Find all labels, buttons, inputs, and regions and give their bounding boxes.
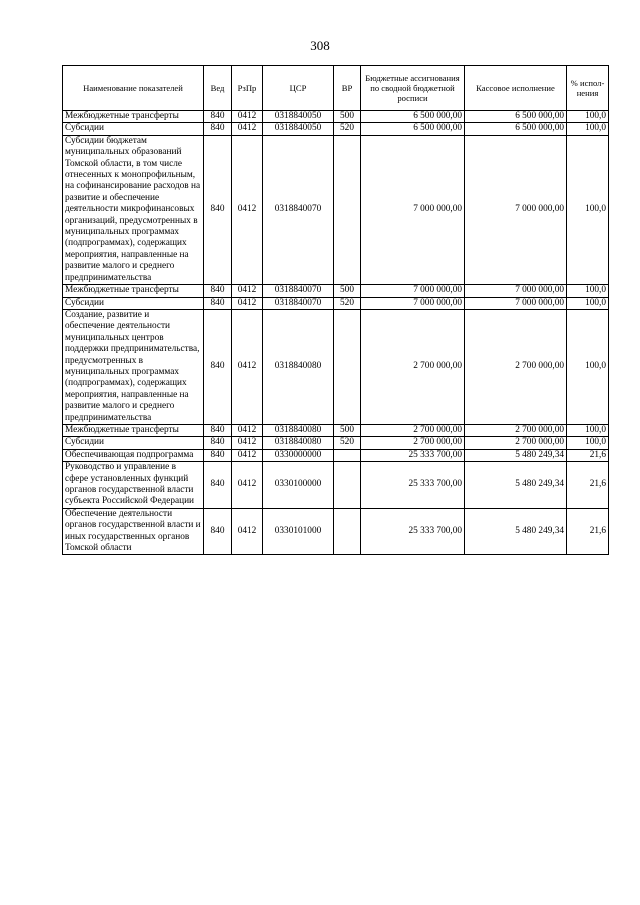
header-row: [63, 66, 609, 111]
row-name: Создание, развитие и обеспечение деятельности муниципальных центров поддержки предпринимательства, предусмотренных в муниципальных программах (подпрограммах), содержащих мероприятия, направленные на развитие малого и среднего предпринимательства: [63, 309, 204, 424]
row-rzpr: 0412: [232, 123, 263, 135]
row-execution-percent: 100,0: [567, 135, 609, 284]
row-vr: 520: [334, 297, 361, 309]
row-execution-percent: 100,0: [567, 424, 609, 436]
row-csr: 0318840080: [263, 309, 334, 424]
header-budget-assignments: Бюджетные ассигнования по сводной бюджетной росписи: [361, 66, 465, 111]
row-cash-execution: 6 500 000,00: [465, 123, 567, 135]
header-indicator-name: Наименование показателей: [63, 66, 204, 111]
page-number: 308: [310, 38, 330, 53]
row-rzpr: 0412: [232, 462, 263, 509]
header-csr: ЦСР: [263, 66, 334, 111]
row-csr: 0318840050: [263, 111, 334, 123]
row-vr: 520: [334, 123, 361, 135]
row-ved: 840: [204, 135, 232, 284]
row-cash-execution: 5 480 249,34: [465, 449, 567, 461]
row-budget-assignments: 2 700 000,00: [361, 437, 465, 449]
row-name: Руководство и управление в сфере установленных функций органов государственной власти субъекта Российской Федерации: [63, 462, 204, 509]
table-header: [63, 66, 609, 111]
row-cash-execution: 7 000 000,00: [465, 297, 567, 309]
row-budget-assignments: 6 500 000,00: [361, 111, 465, 123]
row-cash-execution: 6 500 000,00: [465, 111, 567, 123]
row-ved: 840: [204, 309, 232, 424]
row-name: Межбюджетные трансферты: [63, 111, 204, 123]
row-rzpr: 0412: [232, 437, 263, 449]
row-budget-assignments: 25 333 700,00: [361, 462, 465, 509]
table-row: [63, 111, 609, 123]
table-body: [63, 111, 609, 555]
row-vr: [334, 462, 361, 509]
row-cash-execution: 7 000 000,00: [465, 135, 567, 284]
row-rzpr: 0412: [232, 508, 263, 555]
table-row: [63, 508, 609, 555]
row-cash-execution: 7 000 000,00: [465, 285, 567, 297]
row-execution-percent: 100,0: [567, 123, 609, 135]
row-rzpr: 0412: [232, 297, 263, 309]
row-rzpr: 0412: [232, 449, 263, 461]
row-budget-assignments: 25 333 700,00: [361, 508, 465, 555]
row-csr: 0318840050: [263, 123, 334, 135]
table-row: [63, 135, 609, 284]
row-ved: 840: [204, 297, 232, 309]
table-row: [63, 424, 609, 436]
row-vr: 500: [334, 111, 361, 123]
row-ved: 840: [204, 285, 232, 297]
row-ved: 840: [204, 462, 232, 509]
row-name: Субсидии: [63, 437, 204, 449]
row-ved: 840: [204, 111, 232, 123]
row-cash-execution: 2 700 000,00: [465, 437, 567, 449]
budget-execution-table: [62, 65, 609, 555]
row-name: Обеспечивающая подпрограмма: [63, 449, 204, 461]
header-vr: ВР: [334, 66, 361, 111]
row-execution-percent: 100,0: [567, 309, 609, 424]
table-row: [63, 297, 609, 309]
row-budget-assignments: 2 700 000,00: [361, 424, 465, 436]
row-rzpr: 0412: [232, 424, 263, 436]
row-csr: 0318840070: [263, 285, 334, 297]
row-budget-assignments: 7 000 000,00: [361, 285, 465, 297]
row-name: Межбюджетные трансферты: [63, 285, 204, 297]
header-execution-percent: % испол-нения: [567, 66, 609, 111]
row-execution-percent: 21,6: [567, 508, 609, 555]
row-csr: 0318840070: [263, 135, 334, 284]
row-name: Межбюджетные трансферты: [63, 424, 204, 436]
row-vr: 500: [334, 424, 361, 436]
row-ved: 840: [204, 508, 232, 555]
row-ved: 840: [204, 424, 232, 436]
row-budget-assignments: 7 000 000,00: [361, 297, 465, 309]
row-rzpr: 0412: [232, 309, 263, 424]
table-row: [63, 309, 609, 424]
row-csr: 0318840070: [263, 297, 334, 309]
row-csr: 0330000000: [263, 449, 334, 461]
header-ved: Вед: [204, 66, 232, 111]
row-csr: 0318840080: [263, 424, 334, 436]
row-csr: 0318840080: [263, 437, 334, 449]
row-name: Субсидии: [63, 297, 204, 309]
row-cash-execution: 2 700 000,00: [465, 424, 567, 436]
row-budget-assignments: 2 700 000,00: [361, 309, 465, 424]
row-ved: 840: [204, 123, 232, 135]
table-row: [63, 285, 609, 297]
row-vr: [334, 508, 361, 555]
row-execution-percent: 21,6: [567, 462, 609, 509]
row-budget-assignments: 6 500 000,00: [361, 123, 465, 135]
row-execution-percent: 100,0: [567, 297, 609, 309]
row-execution-percent: 21,6: [567, 449, 609, 461]
row-csr: 0330100000: [263, 462, 334, 509]
row-name: Обеспечение деятельности органов государственной власти и иных государственных органов Томской области: [63, 508, 204, 555]
table-row: [63, 123, 609, 135]
row-execution-percent: 100,0: [567, 111, 609, 123]
row-cash-execution: 5 480 249,34: [465, 508, 567, 555]
row-vr: [334, 135, 361, 284]
row-budget-assignments: 7 000 000,00: [361, 135, 465, 284]
row-vr: 500: [334, 285, 361, 297]
table-row: [63, 449, 609, 461]
table-row: [63, 437, 609, 449]
row-rzpr: 0412: [232, 135, 263, 284]
row-ved: 840: [204, 449, 232, 461]
row-vr: [334, 309, 361, 424]
row-cash-execution: 2 700 000,00: [465, 309, 567, 424]
row-rzpr: 0412: [232, 285, 263, 297]
row-csr: 0330101000: [263, 508, 334, 555]
row-rzpr: 0412: [232, 111, 263, 123]
row-execution-percent: 100,0: [567, 437, 609, 449]
table-row: [63, 462, 609, 509]
header-cash-execution: Кассовое исполнение: [465, 66, 567, 111]
row-budget-assignments: 25 333 700,00: [361, 449, 465, 461]
row-name: Субсидии: [63, 123, 204, 135]
row-vr: [334, 449, 361, 461]
row-name: Субсидии бюджетам муниципальных образований Томской области, в том числе отнесенных к монопрофильным, на софинансирование расходов на развитие и обеспечение деятельности микрофинансовых организаций, предусмотренных в муниципальных программах (подпрограммах), содержащих мероприятия, направленные на развитие малого и среднего предпринимательства: [63, 135, 204, 284]
row-execution-percent: 100,0: [567, 285, 609, 297]
row-vr: 520: [334, 437, 361, 449]
header-rzpr: РзПр: [232, 66, 263, 111]
row-cash-execution: 5 480 249,34: [465, 462, 567, 509]
row-ved: 840: [204, 437, 232, 449]
